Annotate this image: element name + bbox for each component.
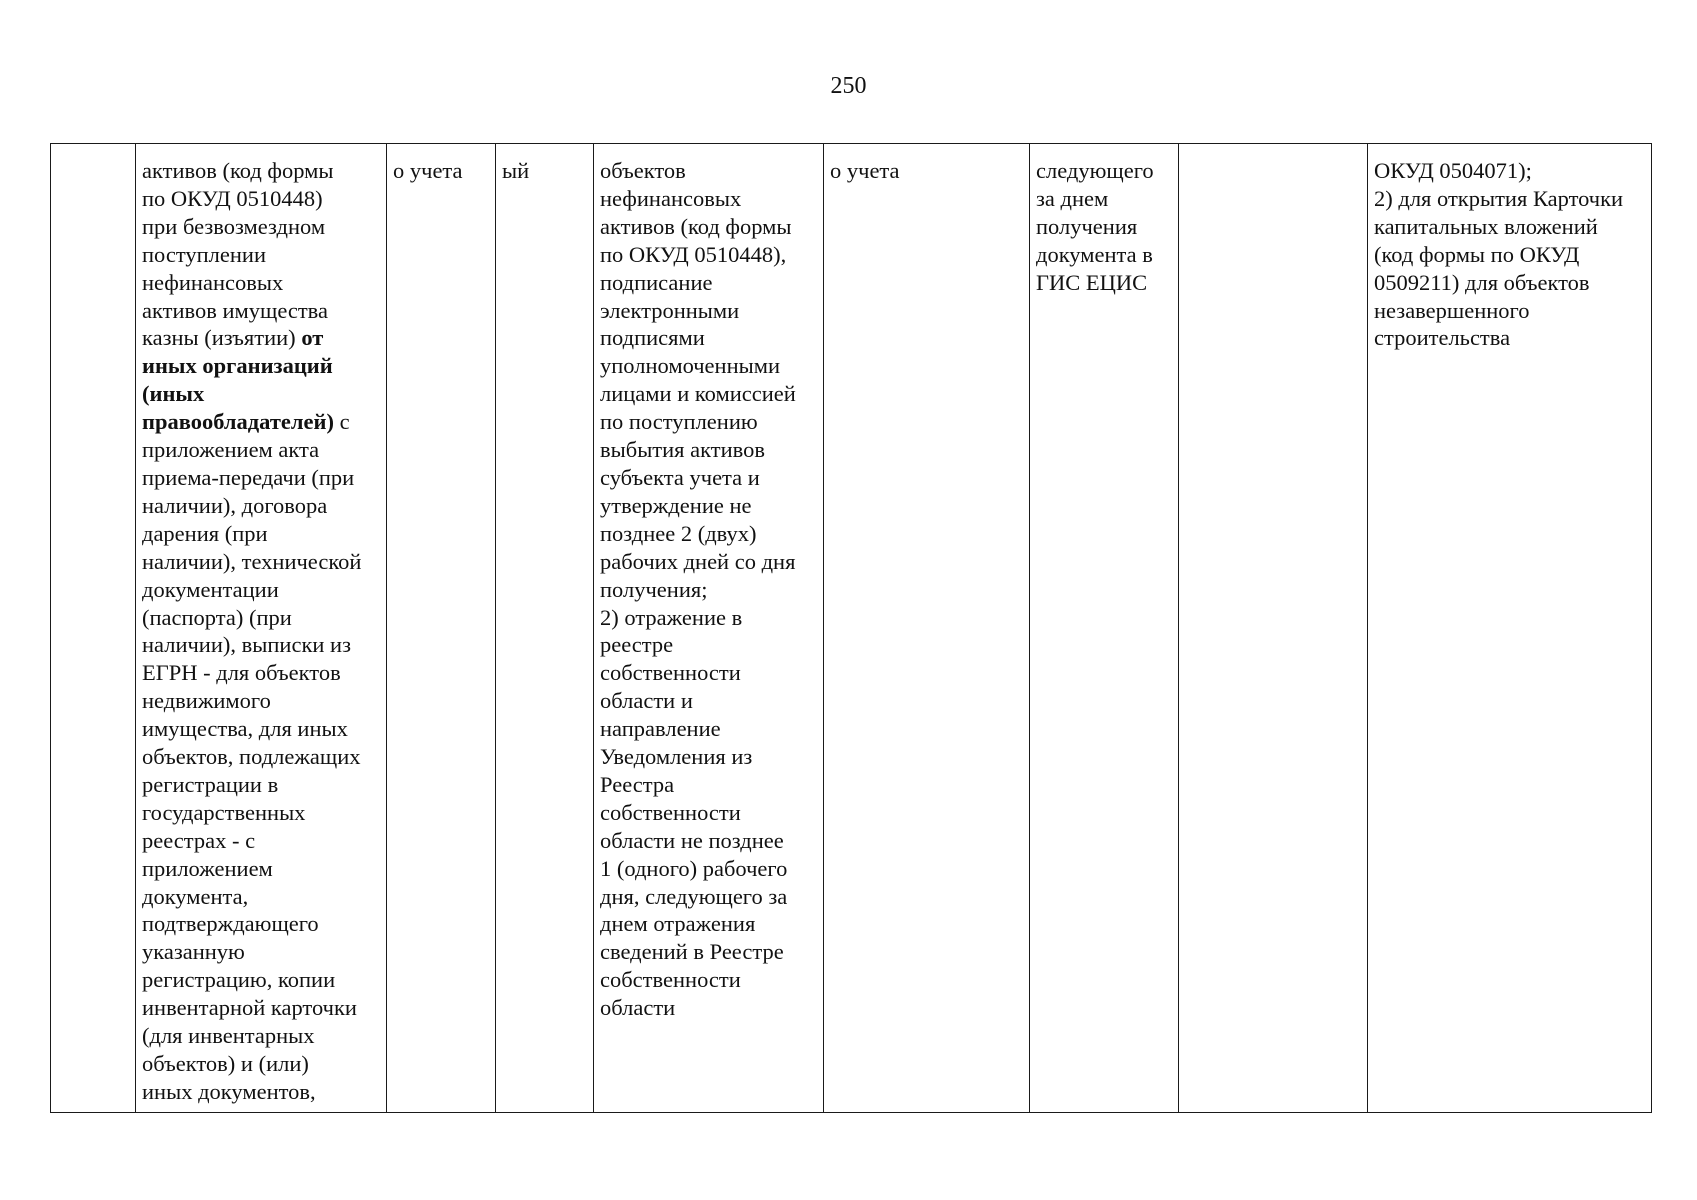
cell-text-bold-segment: от иных организаций (иных правообладателей)	[142, 325, 334, 435]
cell-text	[142, 157, 381, 1106]
table-cell	[496, 144, 594, 1113]
table-cell	[594, 144, 824, 1113]
cell-text: о учета	[830, 158, 900, 183]
cell-text: о учета	[393, 158, 463, 183]
cell-text-segment: с приложением акта приема-передачи (при наличии), договора дарения (при наличии), технической документации (паспорта) (при наличии), выписки из ЕГРН - для объектов недвижимого имущества, для иных объектов, подлежащих регистрации в государственных реестрах - с приложением документа, подтверждающего указанную регистрацию, копии инвентарной карточки (для инвентарных объектов) и (или) иных документов,	[142, 409, 362, 1104]
table-row	[51, 144, 1652, 1113]
cell-text: объектов нефинансовых активов (код формы по ОКУД 0510448), подписание электронными подписями уполномоченными лицами и комиссией по поступлению выбытия активов субъекта учета и утверждение не позднее 2 (двух) рабочих дней со дня получения; 2) отражение в реестре собственности области и направление Уведомления из Реестра собственности области не позднее 1 (одного) рабочего дня, следующего за днем отражения сведений в Реестре собственности области	[600, 158, 796, 1021]
cell-text: ый	[502, 158, 530, 183]
page-number: 250	[830, 73, 867, 99]
table-cell	[387, 144, 496, 1113]
cell-text: следующего за днем получения документа в ГИС ЕЦИС	[1036, 158, 1154, 295]
cell-text: ОКУД 0504071); 2) для открытия Карточки капитальных вложений (код формы по ОКУД 0509211) для объектов незавершенного строительства	[1374, 158, 1624, 351]
table-cell	[1368, 144, 1652, 1113]
cell-text-segment: активов (код формы по ОКУД 0510448) при безвозмездном поступлении нефинансовых активов имущества казны (изъятии)	[142, 158, 334, 351]
document-table	[50, 143, 1652, 1113]
table-cell	[51, 144, 136, 1113]
table-cell	[1179, 144, 1368, 1113]
table-cell	[824, 144, 1030, 1113]
table-cell	[1030, 144, 1179, 1113]
table-cell	[136, 144, 387, 1113]
